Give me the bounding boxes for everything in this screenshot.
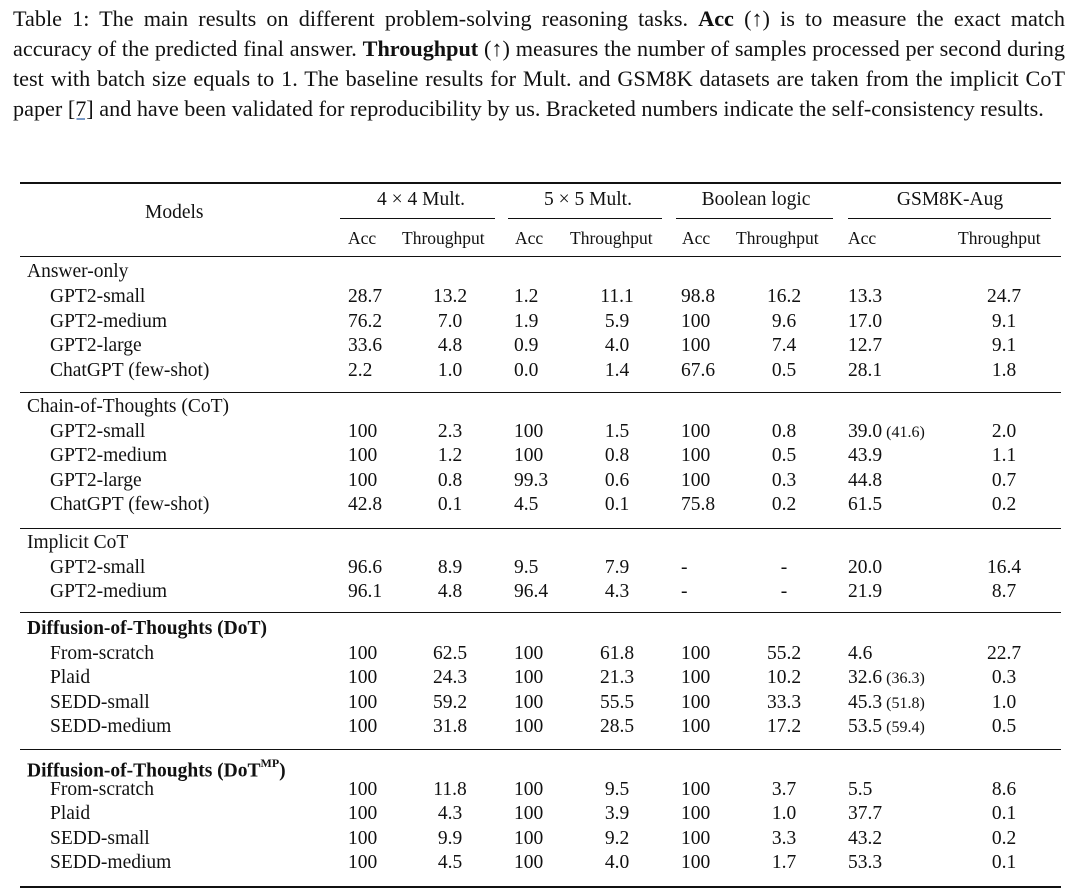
table-cell: - — [780, 556, 788, 578]
table-cell: 1.8 — [991, 359, 1017, 381]
table-cell: 61.5 — [848, 494, 883, 516]
model-name: Plaid — [50, 667, 91, 689]
table-cell: 45.3 (51.8) — [848, 691, 925, 713]
model-name: GPT2-small — [50, 286, 146, 308]
caption-acc-bold: Acc — [698, 6, 734, 31]
model-name: SEDD-medium — [50, 852, 172, 874]
group-name: Diffusion-of-Thoughts (DoT — [27, 760, 261, 782]
table-cell: 100 — [681, 803, 711, 825]
table-cell: 13.3 — [848, 286, 883, 308]
table-cell: 8.6 — [991, 778, 1017, 800]
caption-text-2: (↑) is to measure the exact match accuracy of the predicted final answer. — [13, 6, 1065, 61]
task-header: GSM8K-Aug — [896, 189, 1004, 210]
table-cell: 17.2 — [766, 716, 802, 738]
table-cell: 100 — [348, 691, 378, 713]
table-cell: 100 — [681, 778, 711, 800]
table-cell: 100 — [348, 803, 378, 825]
table-cell: 4.5 — [514, 494, 539, 516]
table-cell: 0.2 — [771, 494, 797, 516]
table-cell: 0.9 — [514, 335, 539, 357]
table-cell: 39.0 (41.6) — [848, 420, 925, 442]
table-cell: 0.1 — [604, 494, 630, 516]
acc-subheader: Acc — [515, 228, 544, 248]
table-cell: 100 — [681, 642, 711, 664]
model-name: ChatGPT (few-shot) — [50, 359, 210, 381]
throughput-subheader: Throughput — [402, 228, 485, 248]
group-name: Chain-of-Thoughts (CoT) — [27, 396, 230, 417]
model-name: Plaid — [50, 803, 91, 825]
table-cell: 100 — [681, 716, 711, 738]
table-cell: 62.5 — [432, 642, 468, 664]
table-cell: 22.7 — [986, 642, 1022, 664]
task-cmidrule — [848, 218, 1051, 219]
task-cmidrule — [676, 218, 833, 219]
table-cell: 100 — [348, 716, 378, 738]
table-cell: 3.3 — [771, 827, 797, 849]
table-cell: 100 — [681, 691, 711, 713]
model-name: From-scratch — [50, 778, 154, 800]
table-cell: 11.1 — [600, 286, 634, 308]
model-name: SEDD-medium — [50, 716, 172, 738]
model-name: ChatGPT (few-shot) — [50, 494, 210, 516]
table-cell: 7.0 — [437, 310, 463, 332]
table-cell: 100 — [348, 445, 378, 467]
table-cell: 0.8 — [604, 445, 630, 467]
task-cmidrule — [340, 218, 495, 219]
throughput-subheader: Throughput — [958, 228, 1041, 248]
table-cell: 9.5 — [514, 556, 539, 578]
table-cell: 55.2 — [766, 642, 802, 664]
group-name: Answer-only — [27, 261, 129, 282]
group-separator-rule — [20, 749, 1061, 750]
model-name: From-scratch — [50, 642, 154, 664]
table-cell: 9.6 — [771, 310, 797, 332]
table-cell: 3.7 — [771, 778, 797, 800]
table-cell: 100 — [348, 420, 378, 442]
group-name: Implicit CoT — [27, 532, 129, 553]
caption-throughput-bold: Throughput — [362, 36, 479, 61]
table-cell: 59.2 — [432, 691, 468, 713]
table-cell: 100 — [681, 667, 711, 689]
table-cell: 96.6 — [348, 556, 383, 578]
table-cell: 0.2 — [991, 494, 1017, 516]
citation-link[interactable]: [7] — [67, 96, 94, 121]
table-cell: 100 — [348, 778, 378, 800]
table-cell: 0.5 — [991, 716, 1017, 738]
table-cell: 100 — [348, 827, 378, 849]
bottom-rule — [20, 886, 1061, 888]
model-name: GPT2-large — [50, 469, 142, 491]
self-consistency-value: (41.6) — [882, 423, 925, 441]
table-cell: 11.8 — [433, 778, 467, 800]
table-cell: 100 — [681, 420, 711, 442]
table-cell: 9.5 — [604, 778, 630, 800]
table-cell: 4.0 — [604, 852, 630, 874]
task-header: 4 × 4 Mult. — [377, 189, 465, 210]
table-cell: 4.3 — [604, 581, 630, 603]
group-separator-rule — [20, 392, 1061, 393]
models-header: Models — [145, 202, 204, 223]
table-cell: 33.3 — [766, 691, 802, 713]
table-cell: 4.0 — [604, 335, 630, 357]
table-cell: 7.9 — [604, 556, 630, 578]
task-header: Boolean logic — [701, 189, 811, 210]
group-name: Diffusion-of-Thoughts (DoT) — [27, 618, 267, 639]
header-rule — [20, 256, 1061, 257]
table-cell: 0.2 — [991, 827, 1017, 849]
table-cell: 13.2 — [432, 286, 468, 308]
table-cell: 21.3 — [599, 667, 635, 689]
table-cell: 8.9 — [437, 556, 463, 578]
table-cell: 0.1 — [437, 494, 463, 516]
table-cell: 3.9 — [604, 803, 630, 825]
group-separator-rule — [20, 612, 1061, 613]
table-cell: 4.6 — [848, 642, 873, 664]
table-cell: 37.7 — [848, 803, 883, 825]
table-cell: 100 — [348, 667, 378, 689]
table-cell: 1.0 — [771, 803, 797, 825]
table-cell: 28.5 — [599, 716, 635, 738]
table-cell: 0.5 — [771, 359, 797, 381]
table-cell: 1.5 — [604, 420, 630, 442]
model-name: GPT2-medium — [50, 310, 167, 332]
table-cell: 1.0 — [437, 359, 463, 381]
table-cell: - — [681, 556, 688, 578]
group-name-close: ) — [279, 760, 286, 782]
table-cell: 1.2 — [514, 286, 539, 308]
model-name: GPT2-small — [50, 556, 146, 578]
table-cell: 96.4 — [514, 581, 549, 603]
table-cell: 100 — [514, 642, 544, 664]
model-name: GPT2-large — [50, 335, 142, 357]
table-cell: 21.9 — [848, 581, 883, 603]
table-caption — [13, 4, 1065, 124]
model-name: GPT2-medium — [50, 445, 167, 467]
table-cell: 0.8 — [437, 469, 463, 491]
table-cell: 4.8 — [437, 335, 463, 357]
table-cell: 4.8 — [437, 581, 463, 603]
table-cell: 0.3 — [771, 469, 797, 491]
task-cmidrule — [508, 218, 662, 219]
group-label — [27, 260, 128, 284]
table-cell: 1.4 — [604, 359, 630, 381]
table-cell: 5.9 — [604, 310, 630, 332]
table-cell: 100 — [681, 852, 711, 874]
table-cell: 100 — [348, 642, 378, 664]
task-header: 5 × 5 Mult. — [544, 189, 632, 210]
table-cell: 100 — [514, 420, 544, 442]
table-cell: 17.0 — [848, 310, 883, 332]
table-cell: 28.7 — [348, 286, 383, 308]
table-cell: 100 — [681, 445, 711, 467]
table-cell: 0.7 — [991, 469, 1017, 491]
table-cell: - — [780, 581, 788, 603]
table-cell: 100 — [514, 445, 544, 467]
group-label — [27, 395, 229, 419]
table-cell: 75.8 — [681, 494, 716, 516]
table-cell: 99.3 — [514, 469, 549, 491]
group-name-superscript: MP — [260, 756, 280, 770]
table-cell: 1.2 — [437, 445, 463, 467]
table-cell: 98.8 — [681, 286, 716, 308]
table-cell: 10.2 — [766, 667, 802, 689]
table-cell: - — [681, 581, 688, 603]
table-cell: 61.8 — [599, 642, 635, 664]
table-cell: 100 — [514, 667, 544, 689]
table-cell: 0.1 — [991, 803, 1017, 825]
table-cell: 9.9 — [437, 827, 463, 849]
table-cell: 4.3 — [437, 803, 463, 825]
table-cell: 53.3 — [848, 852, 883, 874]
table-cell: 0.8 — [771, 420, 797, 442]
table-cell: 28.1 — [848, 359, 883, 381]
self-consistency-value: (59.4) — [882, 719, 925, 737]
table-cell: 16.4 — [986, 556, 1022, 578]
model-name: GPT2-small — [50, 420, 146, 442]
acc-subheader: Acc — [348, 228, 377, 248]
table-cell: 9.1 — [991, 335, 1017, 357]
table-cell: 0.1 — [991, 852, 1017, 874]
self-consistency-value: (36.3) — [882, 670, 925, 688]
table-cell: 2.0 — [991, 420, 1017, 442]
table-cell: 0.5 — [771, 445, 797, 467]
table-cell: 9.2 — [604, 827, 630, 849]
top-rule — [20, 182, 1061, 184]
table-cell: 12.7 — [848, 335, 883, 357]
table-cell: 53.5 (59.4) — [848, 716, 925, 738]
table-cell: 1.7 — [771, 852, 797, 874]
table-cell: 24.3 — [432, 667, 468, 689]
model-name: SEDD-small — [50, 691, 150, 713]
caption-label: Table 1: — [13, 6, 90, 31]
throughput-subheader: Throughput — [570, 228, 653, 248]
group-separator-rule — [20, 528, 1061, 529]
table-cell: 1.0 — [991, 691, 1017, 713]
table-cell: 67.6 — [681, 359, 716, 381]
table-cell: 100 — [514, 852, 544, 874]
table-cell: 7.4 — [771, 335, 797, 357]
table-cell: 100 — [681, 469, 711, 491]
table-cell: 42.8 — [348, 494, 383, 516]
model-name: SEDD-small — [50, 827, 150, 849]
table-cell: 8.7 — [991, 581, 1017, 603]
table-cell: 100 — [514, 778, 544, 800]
table-cell: 96.1 — [348, 581, 383, 603]
table-cell: 2.3 — [437, 420, 463, 442]
group-label — [27, 617, 267, 641]
caption-text-4: and have been validated for reproducibility by us. Bracketed numbers indicate the self-consistency results. — [93, 96, 1044, 121]
table-cell: 2.2 — [348, 359, 373, 381]
table-cell: 9.1 — [991, 310, 1017, 332]
table-cell: 55.5 — [599, 691, 635, 713]
table-cell: 100 — [348, 852, 378, 874]
table-cell: 43.2 — [848, 827, 883, 849]
table-cell: 100 — [681, 335, 711, 357]
table-cell: 76.2 — [348, 310, 383, 332]
caption-text-1: The main results on different problem-solving reasoning tasks. — [89, 6, 699, 31]
table-cell: 4.5 — [437, 852, 463, 874]
table-cell: 100 — [514, 827, 544, 849]
table-cell: 100 — [514, 803, 544, 825]
table-cell: 44.8 — [848, 469, 883, 491]
table-cell: 5.5 — [848, 778, 873, 800]
table-cell: 1.1 — [991, 445, 1017, 467]
table-cell: 20.0 — [848, 556, 883, 578]
acc-subheader: Acc — [682, 228, 711, 248]
table-cell: 100 — [514, 716, 544, 738]
table-cell: 31.8 — [432, 716, 468, 738]
table-cell: 100 — [681, 310, 711, 332]
self-consistency-value: (51.8) — [882, 694, 925, 712]
table-cell: 16.2 — [766, 286, 802, 308]
group-label — [27, 531, 128, 555]
caption-text-3: (↑) measures the number of samples processed per second during test with batch size equals to 1. The baseline results for Mult. and GSM8K datasets are taken from the implicit CoT paper — [13, 36, 1065, 121]
table-cell: 0.0 — [514, 359, 539, 381]
throughput-subheader: Throughput — [736, 228, 819, 248]
table-cell: 33.6 — [348, 335, 383, 357]
model-name: GPT2-medium — [50, 581, 167, 603]
table-cell: 0.3 — [991, 667, 1017, 689]
table-cell: 100 — [514, 691, 544, 713]
table-cell: 100 — [348, 469, 378, 491]
acc-subheader: Acc — [848, 228, 877, 248]
table-cell: 1.9 — [514, 310, 539, 332]
table-cell: 32.6 (36.3) — [848, 667, 925, 689]
table-cell: 43.9 — [848, 445, 883, 467]
table-cell: 100 — [681, 827, 711, 849]
table-cell: 0.6 — [604, 469, 630, 491]
table-cell: 24.7 — [986, 286, 1022, 308]
